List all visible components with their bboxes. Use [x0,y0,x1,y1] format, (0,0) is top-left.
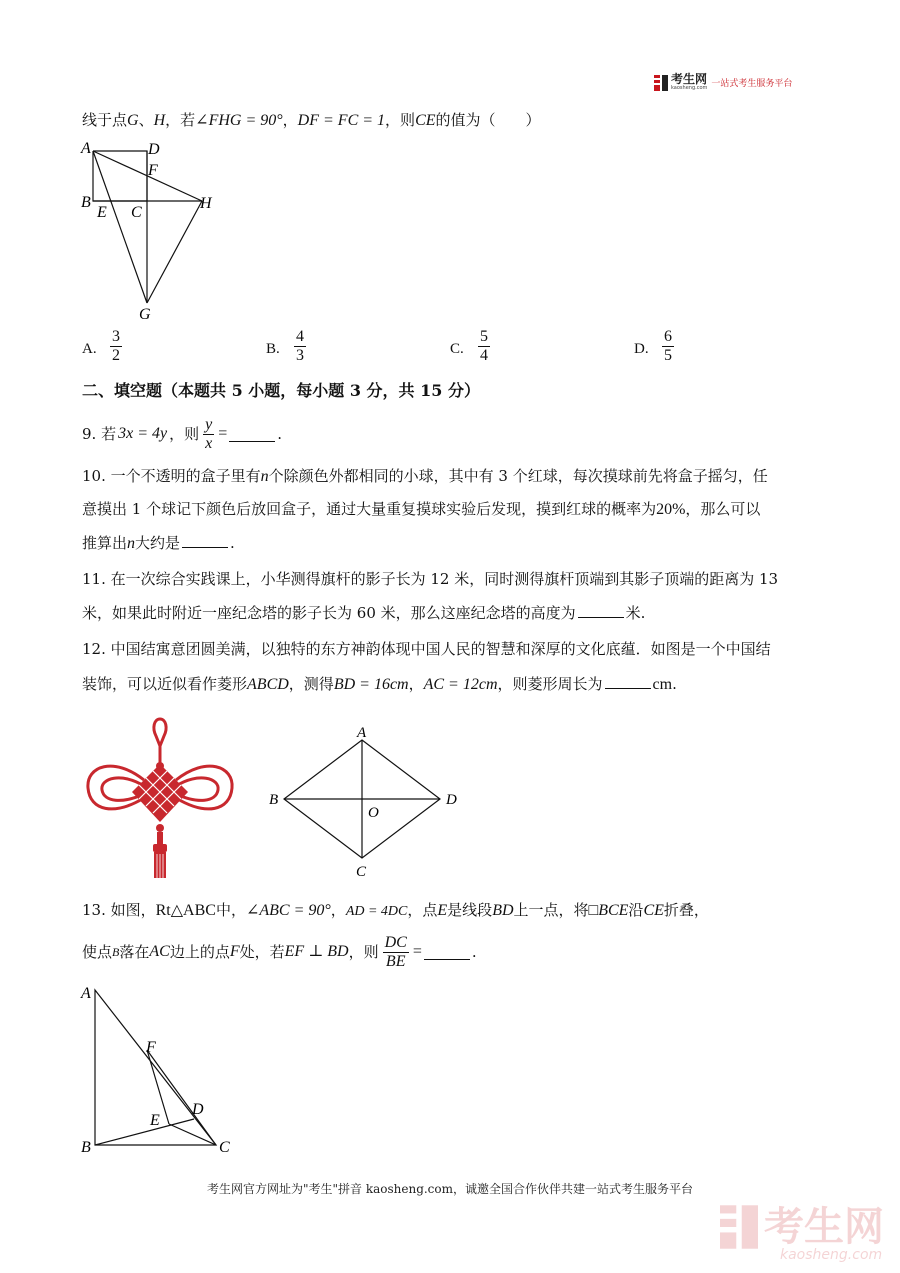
rh-label-o: O [368,805,379,821]
label-d: D [148,141,160,158]
label-g: G [139,306,151,323]
watermark [720,1204,884,1263]
rh-label-c: C [356,864,367,880]
logo-slogan: 一站式考生服务平台 [711,79,793,89]
label-h: H [200,195,212,212]
q13-line2: 使点 B 落在 AC 边上的点 F 处，若 EF ⊥ BD ，则 $\frac{DC}{BE}$ = . [82,933,477,970]
q9-answer-blank[interactable] [229,427,275,442]
chinese-knot-image [84,716,240,880]
q13-line1: 13. 如图，Rt△ABC中，∠ABC = 90°，AD = 4DC，点E是线段BD上一点，将□BCE沿CE折叠， [82,901,709,919]
q10-line3: 推算出n大约是 . [82,534,235,552]
q13-answer-blank[interactable] [424,945,470,960]
label-c: C [131,204,142,221]
q12-line1: 12. 中国结寓意团圆美满，以独特的东方神韵体现中国人民的智慧和深厚的文化底蕴．如图是一个中国结 [82,640,771,658]
q12-answer-blank[interactable] [605,674,651,689]
label-a: A [81,140,91,157]
rh-label-a: A [357,725,367,741]
q10-line1: 10. 一个不透明的盒子里有n个除颜色外都相同的小球，其中有 3 个红球，每次摸球前先将盒子摇匀，任 [82,467,768,485]
logo-name: 考生网 [671,72,708,86]
label-b: B [81,194,91,211]
label-f: F [148,162,158,179]
header-logo [654,74,792,91]
q11-answer-blank[interactable] [578,603,624,618]
q11-line2: 米，如果此时附近一座纪念塔的影子长为 60 米，那么这座纪念塔的高度为 米. [82,604,646,622]
logo-domain: kaosheng.com [671,85,708,91]
line-ag [93,151,147,303]
line-hg [147,201,202,303]
q11-line1: 11. 在一次综合实践课上，小华测得旗杆的影子长为 12 米，同时测得旗杆顶端到其影子顶端的距离为 13 [82,570,779,588]
q8-stem: 线于点G、H，若∠FHG = 90°，DF = FC = 1，则CE的值为（ ） [82,111,541,129]
label-e: E [97,204,107,221]
line-bd [95,1119,194,1145]
q13-figure [78,978,238,1160]
t-label-d: D [192,1101,204,1118]
t-label-c: C [219,1139,230,1156]
footer-text: 考生网官方网址为"考生"拼音 kaosheng.com，诚邀全国合作伙伴共建一站式考生服务平台 [206,1182,694,1196]
q10-answer-blank[interactable] [182,533,228,548]
q8-figure [78,138,228,324]
q10-line2: 意摸出 1 个球记下颜色后放回盒子，通过大量重复摸球实验后发现，摸到红球的概率为20%，那么可以 [82,500,761,518]
section-title: 二、填空题（本题共 5 小题，每小题 3 分，共 15 分） [82,381,480,400]
q9: 9. 若 3x = 4y ，则 $\frac{y}{x}$ = . [82,415,283,452]
square-abcd [93,151,147,201]
q12-line2: 装饰，可以近似看作菱形ABCD，测得BD = 16cm，AC = 12cm，则菱形周长为 cm. [82,675,677,693]
line-fc [147,1050,216,1145]
rh-label-d: D [446,792,457,808]
rhombus-figure [262,720,472,882]
t-label-a: A [81,985,91,1002]
watermark-domain: kaosheng.com [780,1247,883,1263]
watermark-text: 考生网 [764,1204,884,1250]
kaosheng-logo-icon [654,75,668,91]
rh-label-b: B [269,792,279,808]
t-label-b: B [81,1139,91,1156]
watermark-logo-icon [720,1205,758,1249]
t-label-e: E [150,1112,160,1129]
t-label-f: F [146,1039,156,1056]
